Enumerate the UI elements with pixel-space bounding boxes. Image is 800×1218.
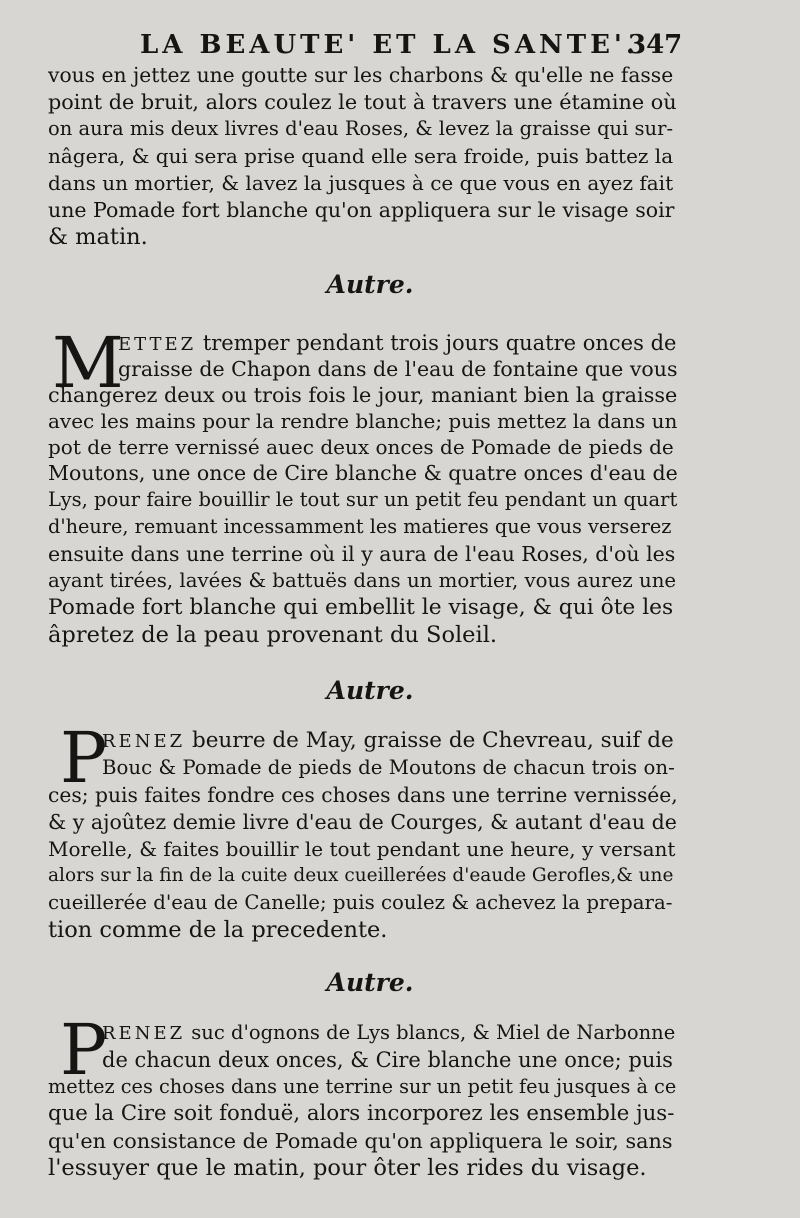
drop-cap: M (52, 322, 124, 404)
section-title: Autre. (326, 270, 414, 299)
text-line: Moutons, une once de Cire blanche & quatre onces d'eau de (48, 461, 678, 485)
text-line: changerez deux ou trois fois le jour, maniant bien la graisse (48, 383, 678, 407)
drop-cap: P (60, 1009, 108, 1091)
text-line: d'heure, remuant incessamment les matieres que vous verserez (48, 515, 672, 538)
drop-cap: P (60, 717, 108, 799)
text-line: une Pomade fort blanche qu'on appliquera sur le visage soir (48, 198, 675, 222)
text-line: de chacun deux onces, & Cire blanche une once; puis (102, 1048, 673, 1072)
section-title: Autre. (326, 968, 414, 997)
first-line-text: suc d'ognons de Lys blancs, & Miel de Narbonne (191, 1021, 676, 1044)
text-line: l'essuyer que le matin, pour ôter les rides du visage. (48, 1155, 647, 1181)
text-line: ces; puis faites fondre ces choses dans une terrine vernissée, (48, 783, 678, 807)
text-line: que la Cire soit fonduë, alors incorporez les ensemble jus- (48, 1101, 675, 1126)
first-line-text: beurre de May, graisse de Chevreau, suif de (191, 728, 674, 753)
first-word: ETTEZ (118, 334, 197, 355)
text-line: alors sur la fin de la cuite deux cueillerées d'eaude Gerofles,& une (48, 865, 674, 886)
text-line: tion comme de la precedente. (48, 917, 388, 943)
text-line: pot de terre vernissé auec deux onces de Pomade de pieds de (48, 435, 674, 459)
text-line: graisse de Chapon dans de l'eau de fontaine que vous (118, 357, 678, 381)
page-number: 347 (628, 30, 683, 60)
text-line: Pomade fort blanche qui embellit le visage, & qui ôte les (48, 595, 674, 620)
text-line (102, 1020, 678, 1047)
text-line: Bouc & Pomade de pieds de Moutons de chacun trois on- (102, 756, 675, 779)
text-line: & y ajoûtez demie livre d'eau de Courges, & autant d'eau de (48, 810, 677, 834)
text-line: avec les mains pour la rendre blanche; puis mettez la dans un (48, 409, 678, 433)
text-line: Morelle, & faites bouillir le tout pendant une heure, y versant (48, 837, 676, 861)
text-line: âpretez de la peau provenant du Soleil. (48, 622, 498, 648)
first-word: RENEZ (102, 731, 186, 752)
first-word: RENEZ (102, 1023, 186, 1044)
section-title: Autre. (326, 676, 414, 705)
text-line: on aura mis deux livres d'eau Roses, & levez la graisse qui sur- (48, 117, 674, 140)
text-line: qu'en consistance de Pomade qu'on appliquera le soir, sans (48, 1129, 673, 1153)
text-line: dans un mortier, & lavez la jusques à ce que vous en ayez fait (48, 171, 674, 195)
text-line: point de bruit, alors coulez le tout à travers une étamine où (48, 90, 677, 114)
text-line (102, 728, 678, 755)
text-line: mettez ces choses dans une terrine sur un petit feu jusques à ce (48, 1075, 677, 1098)
text-line (118, 330, 678, 358)
text-line: ensuite dans une terrine où il y aura de l'eau Roses, d'où les (48, 542, 676, 566)
text-line: & matin. (48, 224, 148, 250)
text-line: vous en jettez une goutte sur les charbons & qu'elle ne fasse (48, 63, 674, 87)
text-line: ayant tirées, lavées & battuës dans un mortier, vous aurez une (48, 569, 677, 592)
text-line: cueillerée d'eau de Canelle; puis coulez & achevez la prepara- (48, 891, 673, 914)
text-line: Lys, pour faire bouillir le tout sur un petit feu pendant un quart (48, 488, 678, 511)
first-line-text: tremper pendant trois jours quatre onces de (202, 331, 677, 355)
running-head: LA BEAUTE' ET LA SANTE'. (140, 30, 639, 60)
text-line: nâgera, & qui sera prise quand elle sera froide, puis battez la (48, 144, 674, 168)
